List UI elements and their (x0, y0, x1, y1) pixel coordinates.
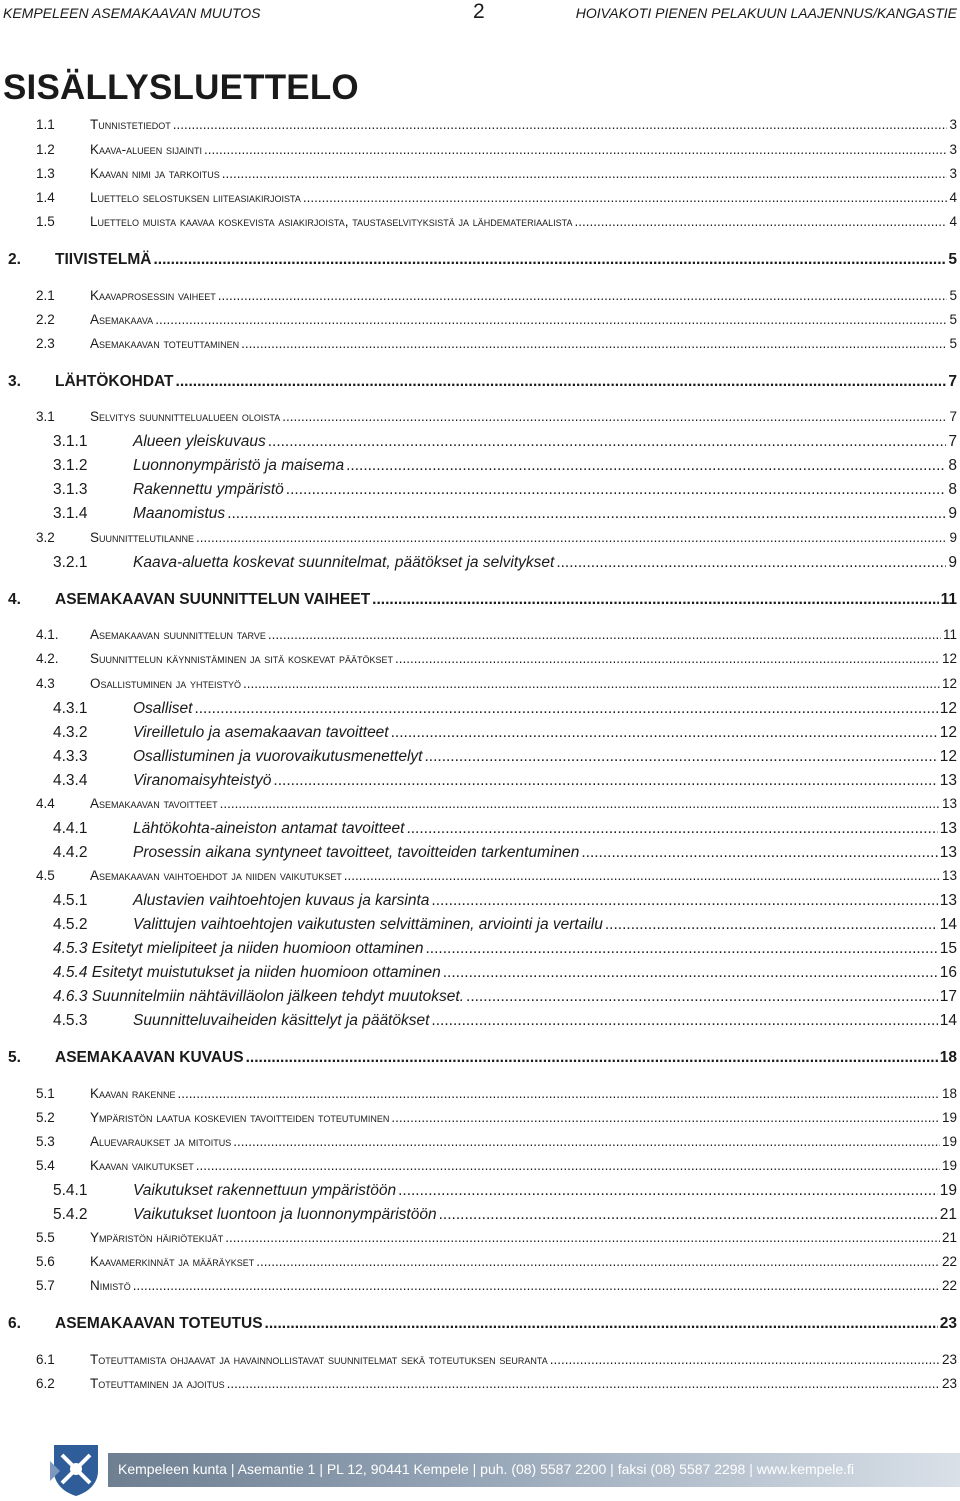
toc-entry-label: Viranomaisyhteistyö (133, 772, 272, 789)
toc-leader-dots (439, 1206, 938, 1224)
toc-entry-label: Asemakaavan suunnittelun tarve (90, 627, 266, 642)
toc-entry-number: 1.5 (36, 214, 55, 229)
toc-entry[interactable] (0, 700, 960, 722)
page-number: 2 (473, 0, 485, 23)
toc-entry[interactable] (0, 1012, 960, 1034)
toc-entry-number: 5.6 (36, 1254, 55, 1269)
toc-entry-number: 5.4 (36, 1158, 55, 1173)
toc-entry-number: 5.4.2 (53, 1206, 88, 1223)
toc-entry-page: 7 (948, 373, 957, 390)
toc-entry-number: 1.1 (36, 117, 55, 132)
toc-entry[interactable] (0, 312, 960, 334)
toc-leader-dots (424, 748, 937, 766)
toc-entry-label: Suunnittelutilanne (90, 530, 195, 545)
toc-entry-label: Osallistuminen ja yhteistyö (90, 676, 242, 691)
toc-entry-number: 3.1.4 (53, 505, 88, 522)
toc-entry[interactable] (0, 1206, 960, 1228)
toc-leader-dots (265, 1315, 938, 1333)
toc-entry-label: LÄHTÖKOHDAT (55, 373, 174, 390)
toc-entry-page: 18 (939, 1049, 957, 1066)
toc-entry[interactable] (0, 336, 960, 358)
toc-entry[interactable] (0, 409, 960, 431)
toc-entry[interactable] (0, 844, 960, 866)
toc-entry-number: 3.1.2 (53, 457, 88, 474)
toc-entry[interactable] (0, 772, 960, 794)
toc-entry-number: 4. (8, 591, 21, 608)
toc-entry[interactable] (0, 505, 960, 527)
toc-entry[interactable] (0, 1315, 960, 1337)
toc-entry-page: 23 (941, 1376, 957, 1391)
toc-leader-dots (391, 1110, 940, 1125)
toc-entry-label: Osalliset (133, 700, 193, 717)
toc-leader-dots (574, 214, 947, 229)
toc-entry-label: Asemakaava (90, 312, 154, 327)
toc-entry[interactable] (0, 373, 960, 395)
toc-entry-label: Luettelo muista kaavaa koskevista asiakirjoista, taustaselvityksistä ja lähdemateriaalista (90, 214, 573, 229)
toc-entry-page: 23 (939, 1315, 957, 1332)
toc-entry[interactable] (0, 1134, 960, 1156)
toc-entry-number: 3.1 (36, 409, 55, 424)
toc-entry-number: 4.5.3 (53, 1012, 88, 1029)
toc-entry-page: 19 (941, 1110, 957, 1125)
toc-entry[interactable] (0, 1230, 960, 1252)
toc-leader-dots (241, 336, 947, 351)
toc-entry-number: 3.2 (36, 530, 55, 545)
toc-entry-label: Kaavaprosessin vaiheet (90, 288, 216, 303)
toc-entry[interactable] (0, 868, 960, 890)
toc-leader-dots (431, 1012, 937, 1030)
toc-entry[interactable] (0, 433, 960, 455)
toc-entry-number: 1.2 (36, 142, 55, 157)
toc-entry[interactable] (0, 651, 960, 673)
toc-leader-dots (443, 964, 938, 982)
toc-entry[interactable] (0, 554, 960, 576)
header-left-title: KEMPELEEN ASEMAKAAVAN MUUTOS (3, 5, 261, 21)
toc-entry-number: 4.5.1 (53, 892, 88, 909)
kempele-coat-of-arms-icon (50, 1441, 102, 1497)
toc-entry-number: 5.7 (36, 1278, 55, 1293)
toc-entry-number: 6.2 (36, 1376, 55, 1391)
toc-entry-number: 3.1.1 (53, 433, 88, 450)
page-header (0, 2, 960, 24)
toc-entry-page: 9 (948, 554, 957, 571)
toc-entry[interactable] (0, 1086, 960, 1108)
toc-leader-dots (391, 724, 938, 742)
toc-leader-dots (227, 505, 946, 523)
toc-entry-label: Vireilletulo ja asemakaavan tavoitteet (133, 724, 389, 741)
toc-entry-label: Vaikutukset rakennettuun ympäristöön (133, 1182, 397, 1199)
toc-entry-page: 12 (941, 676, 957, 691)
toc-entry-label: Luettelo selostuksen liiteasiakirjoista (90, 190, 301, 205)
toc-entry-page: 13 (939, 820, 957, 837)
toc-entry-page: 5 (949, 312, 957, 327)
toc-entry-page: 13 (941, 796, 957, 811)
toc-entry[interactable] (0, 1049, 960, 1071)
toc-entry-page: 12 (939, 748, 957, 765)
toc-entry-page: 13 (939, 844, 957, 861)
toc-entry-label: Ympäristön laatua koskevien tavoitteiden toteutuminen (90, 1110, 390, 1125)
toc-leader-dots (550, 1352, 940, 1367)
toc-leader-dots (133, 1278, 940, 1293)
toc-entry[interactable] (0, 796, 960, 818)
toc-entry-page: 7 (948, 433, 957, 450)
toc-leader-dots (173, 117, 948, 132)
toc-leader-dots (406, 820, 937, 838)
toc-entry-page: 16 (939, 964, 957, 981)
toc-entry-page: 5 (949, 336, 957, 351)
toc-entry[interactable] (0, 117, 960, 139)
toc-entry-page: 5 (949, 288, 957, 303)
toc-leader-dots (233, 1134, 940, 1149)
toc-entry-page: 12 (939, 700, 957, 717)
toc-leader-dots (194, 700, 937, 718)
toc-entry-number: 3. (8, 373, 21, 390)
toc-leader-dots (346, 457, 946, 475)
toc-entry[interactable] (0, 676, 960, 698)
toc-entry[interactable] (0, 964, 960, 986)
toc-entry-label: Alueen yleiskuvaus (133, 433, 266, 450)
toc-entry-label: Asemakaavan tavoitteet (90, 796, 218, 811)
toc-leader-dots (196, 530, 947, 545)
toc-entry-label: Vaikutukset luontoon ja luonnonympäristöön (133, 1206, 437, 1223)
toc-entry-label: Kaava-aluetta koskevat suunnitelmat, päätökset ja selvitykset (133, 554, 555, 571)
toc-entry-label: Toteuttaminen ja ajoitus (90, 1376, 225, 1391)
toc-entry-page: 11 (942, 627, 957, 642)
toc-entry-number: 4.4 (36, 796, 55, 811)
toc-entry-number: 4.1. (36, 627, 59, 642)
toc-entry-number: 4.3.3 (53, 748, 88, 765)
toc-leader-dots (225, 1230, 940, 1245)
toc-entry-number: 4.2. (36, 651, 59, 666)
toc-entry[interactable] (0, 820, 960, 842)
toc-entry-page: 3 (949, 117, 957, 132)
toc-entry-label: ASEMAKAAVAN KUVAUS (55, 1049, 244, 1066)
toc-leader-dots (282, 409, 947, 424)
toc-leader-dots (581, 844, 937, 862)
toc-entry-page: 13 (941, 868, 957, 883)
toc-entry[interactable] (0, 591, 960, 613)
toc-entry[interactable] (0, 916, 960, 938)
toc-entry[interactable] (0, 251, 960, 273)
toc-entry[interactable] (0, 214, 960, 236)
toc-entry-number: 4.4.1 (53, 820, 88, 837)
toc-entry[interactable] (0, 988, 960, 1010)
toc-entry-number: 4.3 (36, 676, 55, 691)
toc-entry-label: ASEMAKAAVAN TOTEUTUS (55, 1315, 263, 1332)
toc-entry-page: 19 (941, 1134, 957, 1149)
toc-leader-dots (273, 772, 937, 790)
toc-entry-label: 4.5.3 Esitetyt mielipiteet ja niiden huomioon ottaminen (53, 940, 424, 957)
toc-entry[interactable] (0, 1254, 960, 1276)
toc-entry-number: 3.2.1 (53, 554, 88, 571)
toc-entry-label: 4.5.4 Esitetyt muistutukset ja niiden huomioon ottaminen (53, 964, 441, 981)
toc-entry-number: 3.1.3 (53, 481, 88, 498)
footer-contact-text: Kempeleen kunta | Asemantie 1 | PL 12, 90441 Kempele | puh. (08) 5587 2200 | faksi (08) 5587 2298 | www.kempele.fi (118, 1461, 855, 1477)
toc-entry-page: 15 (939, 940, 957, 957)
toc-leader-dots (218, 288, 948, 303)
toc-leader-dots (426, 940, 938, 958)
toc-leader-dots (395, 651, 940, 666)
toc-entry-page: 5 (948, 251, 957, 268)
toc-entry-label: Luonnonympäristö ja maisema (133, 457, 345, 474)
toc-entry-label: Selvitys suunnittelualueen oloista (90, 409, 281, 424)
toc-entry-number: 4.5 (36, 868, 55, 883)
toc-leader-dots (204, 142, 948, 157)
toc-entry-page: 21 (939, 1206, 957, 1223)
toc-entry[interactable] (0, 1278, 960, 1300)
toc-entry-number: 4.4.2 (53, 844, 88, 861)
toc-leader-dots (220, 796, 940, 811)
toc-leader-dots (398, 1182, 938, 1200)
toc-entry-page: 13 (939, 772, 957, 789)
toc-entry[interactable] (0, 190, 960, 212)
toc-entry-label: TIIVISTELMÄ (55, 251, 152, 268)
toc-entry-label: Maanomistus (133, 505, 226, 522)
toc-leader-dots (153, 251, 946, 269)
toc-title: SISÄLLYSLUETTELO (3, 68, 359, 107)
toc-entry-number: 1.4 (36, 190, 55, 205)
toc-entry-label: Osallistuminen ja vuorovaikutusmenettelyt (133, 748, 423, 765)
toc-entry-page: 19 (939, 1182, 957, 1199)
toc-entry-number: 1.3 (36, 166, 55, 181)
toc-entry-label: Alustavien vaihtoehtojen kuvaus ja karsinta (133, 892, 430, 909)
toc-leader-dots (344, 868, 940, 883)
toc-entry[interactable] (0, 892, 960, 914)
toc-entry-label: Lähtökohta-aineiston antamat tavoitteet (133, 820, 405, 837)
toc-entry-label: ASEMAKAAVAN SUUNNITTELUN VAIHEET (55, 591, 371, 608)
toc-entry[interactable] (0, 481, 960, 503)
toc-entry-page: 9 (948, 505, 957, 522)
toc-entry-page: 3 (949, 142, 957, 157)
toc-entry[interactable] (0, 940, 960, 962)
toc-entry-number: 4.3.1 (53, 700, 88, 717)
toc-leader-dots (268, 433, 947, 451)
toc-entry[interactable] (0, 142, 960, 164)
toc-entry-page: 11 (940, 591, 957, 608)
toc-entry-label: Kaavan nimi ja tarkoitus (90, 166, 220, 181)
toc-entry-label: Kaavan rakenne (90, 1086, 176, 1101)
toc-entry-page: 8 (948, 481, 957, 498)
toc-leader-dots (177, 1086, 940, 1101)
toc-entry-page: 23 (941, 1352, 957, 1367)
toc-entry[interactable] (0, 457, 960, 479)
toc-entry[interactable] (0, 748, 960, 770)
toc-leader-dots (372, 591, 938, 609)
toc-entry-page: 14 (939, 916, 957, 933)
toc-entry-label: Nimistö (90, 1278, 131, 1293)
toc-entry[interactable] (0, 724, 960, 746)
toc-leader-dots (286, 481, 947, 499)
toc-entry-number: 4.5.2 (53, 916, 88, 933)
toc-entry-number: 5.1 (36, 1086, 55, 1101)
toc-entry-label: 4.6.3 Suunnitelmiin nähtävilläolon jälkeen tehdyt muutokset. (53, 988, 465, 1005)
toc-entry-label: Aluevaraukset ja mitoitus (90, 1134, 232, 1149)
toc-entry-label: Kaava-alueen sijainti (90, 142, 202, 157)
toc-entry-page: 4 (949, 214, 957, 229)
toc-entry-page: 12 (939, 724, 957, 741)
toc-entry[interactable] (0, 627, 960, 649)
toc-entry-page: 12 (941, 651, 957, 666)
toc-entry-label: Toteuttamista ohjaavat ja havainnollistavat suunnitelmat sekä toteutuksen seuranta (90, 1352, 548, 1367)
toc-leader-dots (176, 373, 947, 391)
toc-entry-number: 2.3 (36, 336, 55, 351)
toc-entry-number: 6. (8, 1315, 21, 1332)
toc-entry-page: 7 (949, 409, 957, 424)
toc-entry[interactable] (0, 1110, 960, 1132)
toc-entry-label: Asemakaavan vaihtoehdot ja niiden vaikutukset (90, 868, 342, 883)
toc-entry-page: 18 (941, 1086, 957, 1101)
page-footer (0, 1437, 960, 1501)
toc-entry-number: 4.3.4 (53, 772, 88, 789)
toc-entry[interactable] (0, 1182, 960, 1204)
toc-entry-page: 4 (949, 190, 957, 205)
toc-leader-dots (243, 676, 940, 691)
toc-entry-page: 22 (941, 1278, 957, 1293)
toc-entry-label: Suunnitteluvaiheiden käsittelyt ja päätökset (133, 1012, 430, 1029)
toc-entry[interactable] (0, 1352, 960, 1374)
toc-entry-label: Rakennettu ympäristö (133, 481, 284, 498)
toc-entry[interactable] (0, 1376, 960, 1398)
toc-leader-dots (196, 1158, 940, 1173)
toc-entry-page: 13 (939, 892, 957, 909)
toc-entry-label: Tunnistetiedot (90, 117, 171, 132)
toc-entry-number: 5.2 (36, 1110, 55, 1125)
toc-entry-page: 17 (939, 988, 957, 1005)
toc-entry[interactable] (0, 530, 960, 552)
toc-entry-number: 5.5 (36, 1230, 55, 1245)
toc-entry-label: Kaavamerkinnät ja määräykset (90, 1254, 255, 1269)
toc-leader-dots (431, 892, 937, 910)
toc-entry-page: 8 (948, 457, 957, 474)
toc-entry-page: 19 (941, 1158, 957, 1173)
toc-entry-page: 14 (939, 1012, 957, 1029)
toc-entry-page: 21 (941, 1230, 957, 1245)
toc-leader-dots (227, 1376, 940, 1391)
toc-entry-label: Suunnittelun käynnistäminen ja sitä koskevat päätökset (90, 651, 393, 666)
toc-entry-number: 2.2 (36, 312, 55, 327)
toc-leader-dots (556, 554, 946, 572)
toc-entry-number: 4.3.2 (53, 724, 88, 741)
toc-leader-dots (256, 1254, 940, 1269)
toc-entry-number: 5. (8, 1049, 21, 1066)
toc-entry-page: 3 (949, 166, 957, 181)
toc-entry-number: 5.3 (36, 1134, 55, 1149)
header-right-title: HOIVAKOTI PIENEN PELAKUUN LAAJENNUS/KANGASTIE (575, 5, 957, 21)
toc-entry-label: Kaavan vaikutukset (90, 1158, 194, 1173)
toc-entry-number: 6.1 (36, 1352, 55, 1367)
toc-leader-dots (246, 1049, 938, 1067)
toc-entry-page: 22 (941, 1254, 957, 1269)
toc-entry-label: Valittujen vaihtoehtojen vaikutusten selvittäminen, arviointi ja vertailu (133, 916, 603, 933)
toc-leader-dots (222, 166, 948, 181)
toc-entry-label: Prosessin aikana syntyneet tavoitteet, tavoitteiden tarkentuminen (133, 844, 580, 861)
toc-entry[interactable] (0, 1158, 960, 1180)
toc-leader-dots (466, 988, 938, 1006)
toc-entry-number: 2.1 (36, 288, 55, 303)
toc-entry-number: 5.4.1 (53, 1182, 88, 1199)
toc-leader-dots (303, 190, 948, 205)
toc-entry-number: 2. (8, 251, 21, 268)
toc-entry-label: Ympäristön häiriötekijät (90, 1230, 224, 1245)
toc-entry-page: 9 (949, 530, 957, 545)
toc-leader-dots (605, 916, 938, 934)
toc-entry-label: Asemakaavan toteuttaminen (90, 336, 240, 351)
toc-leader-dots (155, 312, 947, 327)
toc-entry[interactable] (0, 166, 960, 188)
toc-entry[interactable] (0, 288, 960, 310)
toc-leader-dots (268, 627, 941, 642)
